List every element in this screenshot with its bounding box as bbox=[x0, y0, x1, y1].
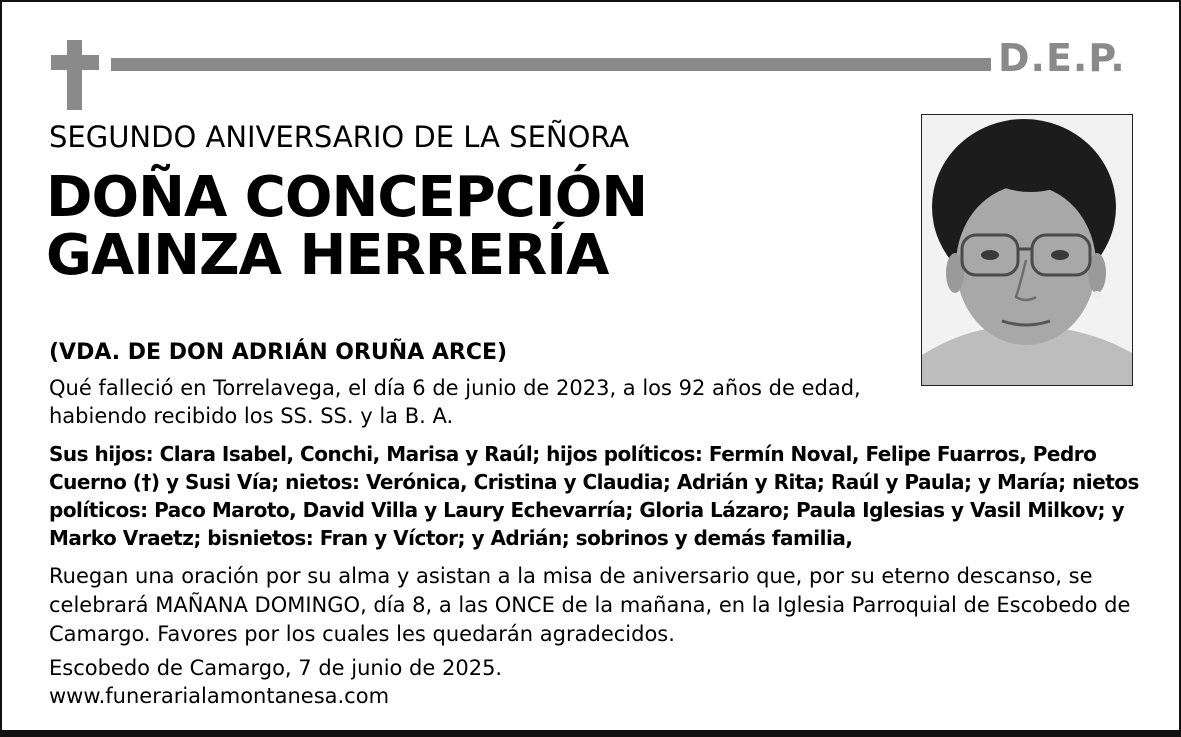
death-details bbox=[49, 374, 889, 430]
deceased-name-line1: DOÑA CONCEPCIÓN bbox=[46, 165, 648, 230]
header-rule bbox=[111, 58, 991, 71]
death-details-line2: habiendo recibido los SS. SS. y la B. A. bbox=[49, 404, 454, 428]
cross-icon bbox=[67, 40, 82, 110]
family-list: Sus hijos: Clara Isabel, Conchi, Marisa y Raúl; hijos políticos: Fermín Noval, Felipe Fuarros, Pedro Cuerno (†) y Susi Vía; nietos: Verónica, Cristina y Claudia; Adrián y Rita; Raúl y Paula; y María; nietos políticos: Paco Maroto, David Villa y Laury Echevarría; Gloria Lázaro; Paula Iglesias y Vasil Milkov; y Marko Vraetz; bisnietos: Fran y Víctor; y Adrián; sobrinos y demás familia, bbox=[49, 442, 1139, 550]
cross-icon-bar bbox=[51, 55, 99, 70]
dep-label: D.E.P. bbox=[998, 36, 1126, 80]
deceased-name-line2: GAINZA HERRERÍA bbox=[46, 223, 609, 288]
death-details-line1: Qué falleció en Torrelavega, el día 6 de junio de 2023, a los 92 años de edad, bbox=[49, 376, 861, 400]
widow-of: (VDA. DE DON ADRIÁN ORUÑA ARCE) bbox=[49, 340, 508, 365]
mass-invitation: Ruegan una oración por su alma y asistan a la misa de aniversario que, por su eterno descanso, se celebrará MAÑANA DOMINGO, día 8, a las ONCE de la mañana, en la Iglesia Parroquial de Escobedo de Camargo. Favores por los cuales les quedarán agradecidos. bbox=[49, 564, 1131, 646]
deceased-name bbox=[46, 165, 648, 288]
portrait-illustration bbox=[922, 115, 1132, 385]
anniversary-subtitle: SEGUNDO ANIVERSARIO DE LA SEÑORA bbox=[49, 120, 630, 154]
website: www.funerarialamontanesa.com bbox=[49, 684, 390, 708]
portrait-photo bbox=[921, 114, 1133, 386]
place-date: Escobedo de Camargo, 7 de junio de 2025. bbox=[49, 656, 503, 680]
